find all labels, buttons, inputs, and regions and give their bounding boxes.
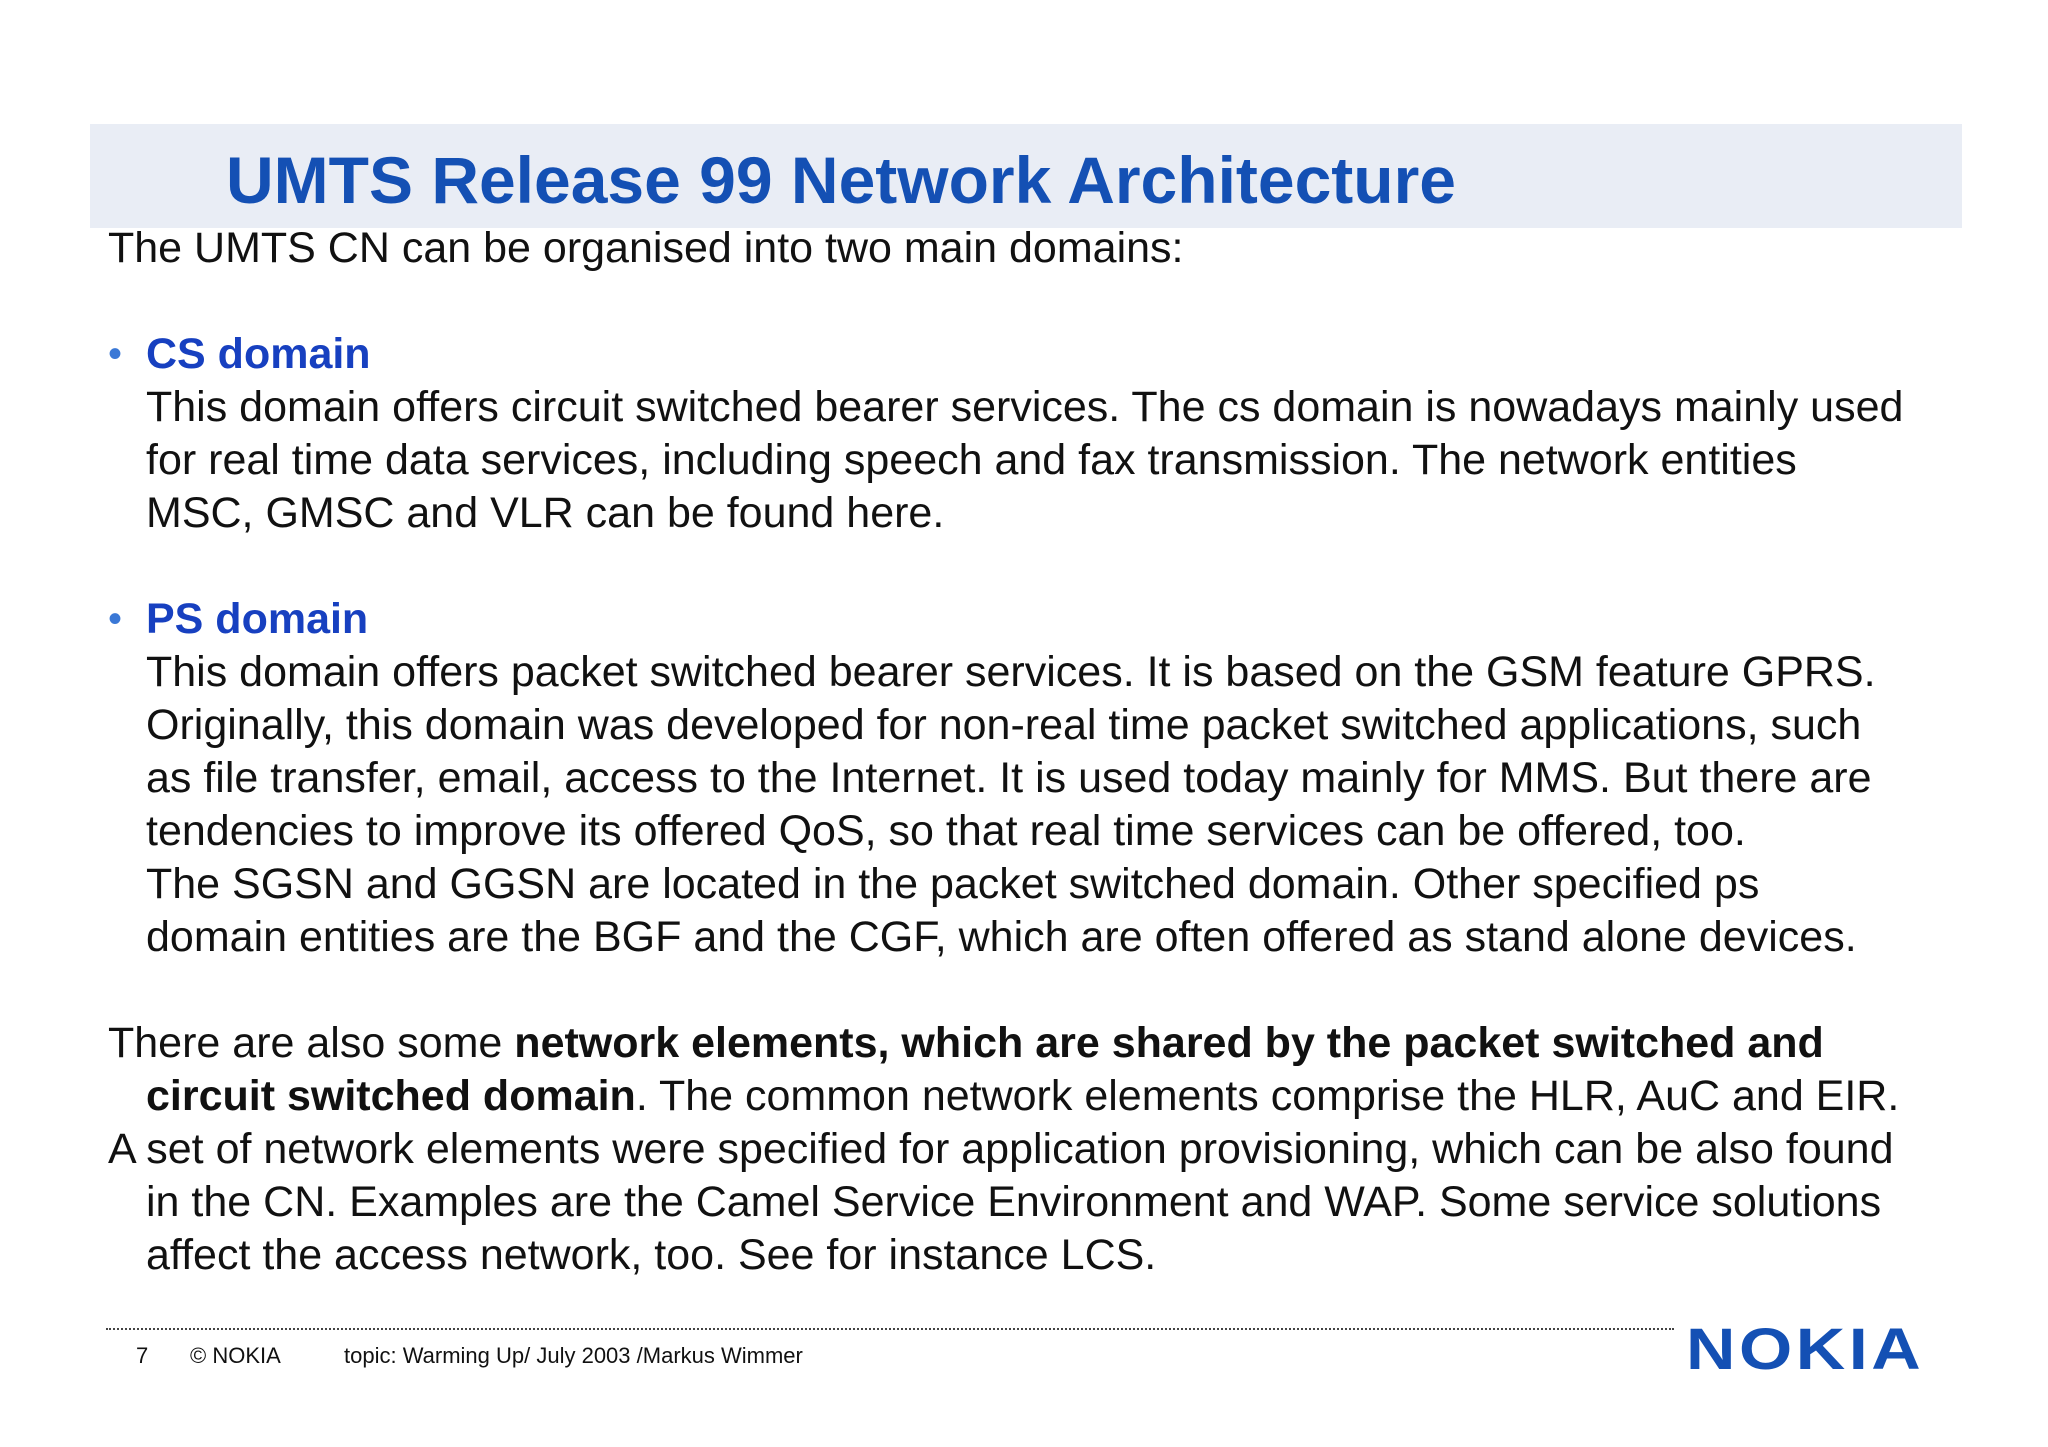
ps-line: This domain offers packet switched bearer services. It is based on the GSM feature GPRS.	[146, 648, 1876, 696]
provisioning-paragraph	[108, 1123, 1968, 1282]
copyright: © NOKIA	[190, 1343, 281, 1368]
ps-domain-heading: PS domain	[146, 595, 369, 643]
cs-line: MSC, GMSC and VLR can be found here.	[146, 489, 945, 537]
cs-line: This domain offers circuit switched bearer services. The cs domain is nowadays mainly used	[146, 383, 1904, 431]
shared-bold-2: circuit switched domain	[146, 1072, 636, 1120]
cs-domain-heading: CS domain	[146, 330, 371, 378]
slide-title: UMTS Release 99 Network Architecture	[226, 143, 1456, 217]
ps-domain-heading-row	[108, 593, 1968, 646]
bullet-icon: •	[108, 597, 123, 641]
cs-domain-heading-row	[108, 328, 1968, 381]
ps-line: as file transfer, email, access to the Internet. It is used today mainly for MMS. But there are	[146, 754, 1872, 802]
provisioning-line: affect the access network, too. See for instance LCS.	[146, 1231, 1157, 1279]
slide-content	[108, 222, 1968, 1282]
shared-suffix: . The common network elements comprise the HLR, AuC and EIR.	[635, 1072, 1900, 1120]
nokia-logo: NOKIA	[1686, 1317, 1925, 1382]
shared-prefix: There are also some	[108, 1019, 515, 1067]
shared-bold-1: network elements, which are shared by the packet switched and	[514, 1019, 1824, 1067]
ps-line: Originally, this domain was developed for non-real time packet switched applications, such	[146, 701, 1862, 749]
provisioning-line: A set of network elements were specified for application provisioning, which can be also found	[108, 1125, 1894, 1173]
ps-line: domain entities are the BGF and the CGF, which are often offered as stand alone devices.	[146, 913, 1857, 961]
ps-line: The SGSN and GGSN are located in the packet switched domain. Other specified ps	[146, 860, 1760, 908]
footer-divider	[106, 1328, 1674, 1330]
shared-elements-paragraph	[108, 1017, 1968, 1123]
ps-domain-description	[108, 646, 1968, 964]
ps-line: tendencies to improve its offered QoS, so that real time services can be offered, too.	[146, 807, 1746, 855]
provisioning-line: in the CN. Examples are the Camel Service Environment and WAP. Some service solutions	[146, 1178, 1882, 1226]
spacer	[108, 964, 1968, 1017]
cs-domain-description	[108, 381, 1968, 540]
cs-line: for real time data services, including speech and fax transmission. The network entities	[146, 436, 1797, 484]
spacer	[108, 540, 1968, 593]
bullet-icon: •	[108, 332, 123, 376]
page-number: 7	[136, 1343, 149, 1368]
footer-topic: topic: Warming Up/ July 2003 /Markus Wimmer	[344, 1343, 803, 1368]
spacer	[108, 275, 1968, 328]
intro-text: The UMTS CN can be organised into two main domains:	[108, 224, 1184, 272]
